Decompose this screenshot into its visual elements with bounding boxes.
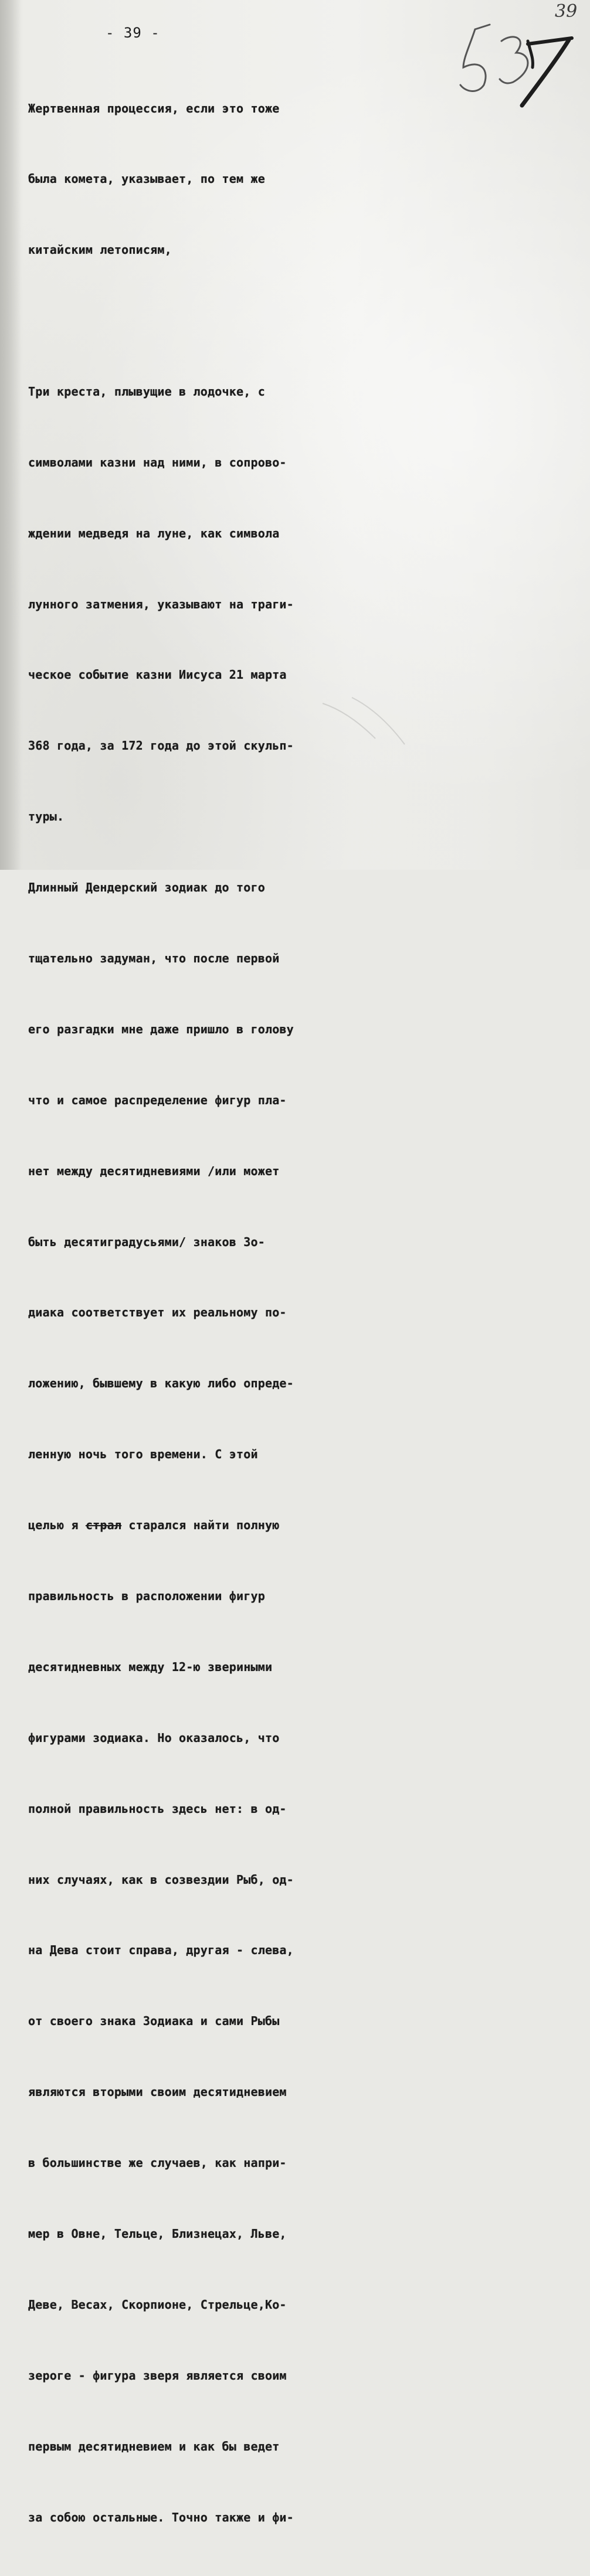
text-line: туры. — [28, 809, 65, 824]
page-edge-shadow — [0, 0, 21, 870]
text-line: ждении медведя на луне, как символа — [28, 526, 280, 540]
text-line: тщательно задуман, что после первой — [28, 951, 280, 965]
page-number: - 39 - — [106, 25, 160, 41]
bleed-through-marks — [317, 692, 434, 762]
text-line: Три креста, плывущие в лодочке, с — [28, 384, 265, 399]
text-line: ленную ночь того времени. С этой — [28, 1447, 258, 1462]
archive-small-number: 39 — [555, 1, 578, 22]
text-line-with-strikethrough — [28, 1513, 310, 1537]
typewritten-text — [28, 49, 310, 2576]
text-line: быть десятиградусьями/ знаков Зо- — [28, 1234, 265, 1249]
text-line: являются вторыми своим десятидневием — [28, 2085, 287, 2099]
handwritten-archive-number — [457, 12, 575, 111]
text-line: от своего знака Зодиака и сами Рыбы — [28, 2014, 280, 2029]
struck-out-word: страл — [85, 1518, 122, 1533]
text-line: Длинный Дендерский зодиак до того — [28, 880, 265, 895]
text-line: диака соответствует их реальному по- — [28, 1305, 287, 1320]
text-line: зероге - фигура зверя является своим — [28, 2368, 287, 2383]
text-fragment: старался найти полную — [121, 1518, 280, 1533]
text-line: ложению, бывшему в какую либо опреде- — [28, 1376, 294, 1391]
text-line: ческое событие казни Иисуса 21 марта — [28, 668, 287, 682]
text-line: в большинстве же случаев, как напри- — [28, 2156, 287, 2170]
text-line: нет между десятидневиями /или может — [28, 1163, 280, 1178]
text-line: 368 года, за 172 года до этой скульп- — [28, 739, 294, 753]
text-line: первым десятидневием и как бы ведет — [28, 2439, 280, 2454]
text-line: была комета, указывает, по тем же — [28, 172, 265, 186]
text-line: правильность в расположении фигур — [28, 1589, 265, 1603]
text-line: символами казни над ними, в сопрово- — [28, 455, 287, 469]
text-line: на Дева стоит справа, другая - слева, — [28, 1943, 294, 1958]
text-line: полной правильность здесь нет: в од- — [28, 1801, 287, 1816]
text-line: Жертвенная процессия, если это тоже — [28, 101, 280, 115]
text-line: Деве, Весах, Скорпионе, Стрельце,Ко- — [28, 2297, 287, 2312]
text-fragment: целью я — [28, 1518, 86, 1533]
text-line: фигурами зодиака. Но оказалось, что — [28, 1730, 280, 1745]
text-line: мер в Овне, Тельце, Близнецах, Льве, — [28, 2227, 287, 2241]
text-line: что и самое распределение фигур пла- — [28, 1093, 287, 1107]
text-line: китайским летописям, — [28, 243, 172, 257]
text-line: них случаях, как в созвездии Рыб, од- — [28, 1872, 294, 1887]
text-line: лунного затмения, указывают на траги- — [28, 597, 294, 611]
text-line: десятидневных между 12-ю звериными — [28, 1659, 273, 1674]
text-line: его разгадки мне даже пришло в голову — [28, 1022, 294, 1036]
text-line: за собою остальные. Точно также и фи- — [28, 2510, 294, 2524]
